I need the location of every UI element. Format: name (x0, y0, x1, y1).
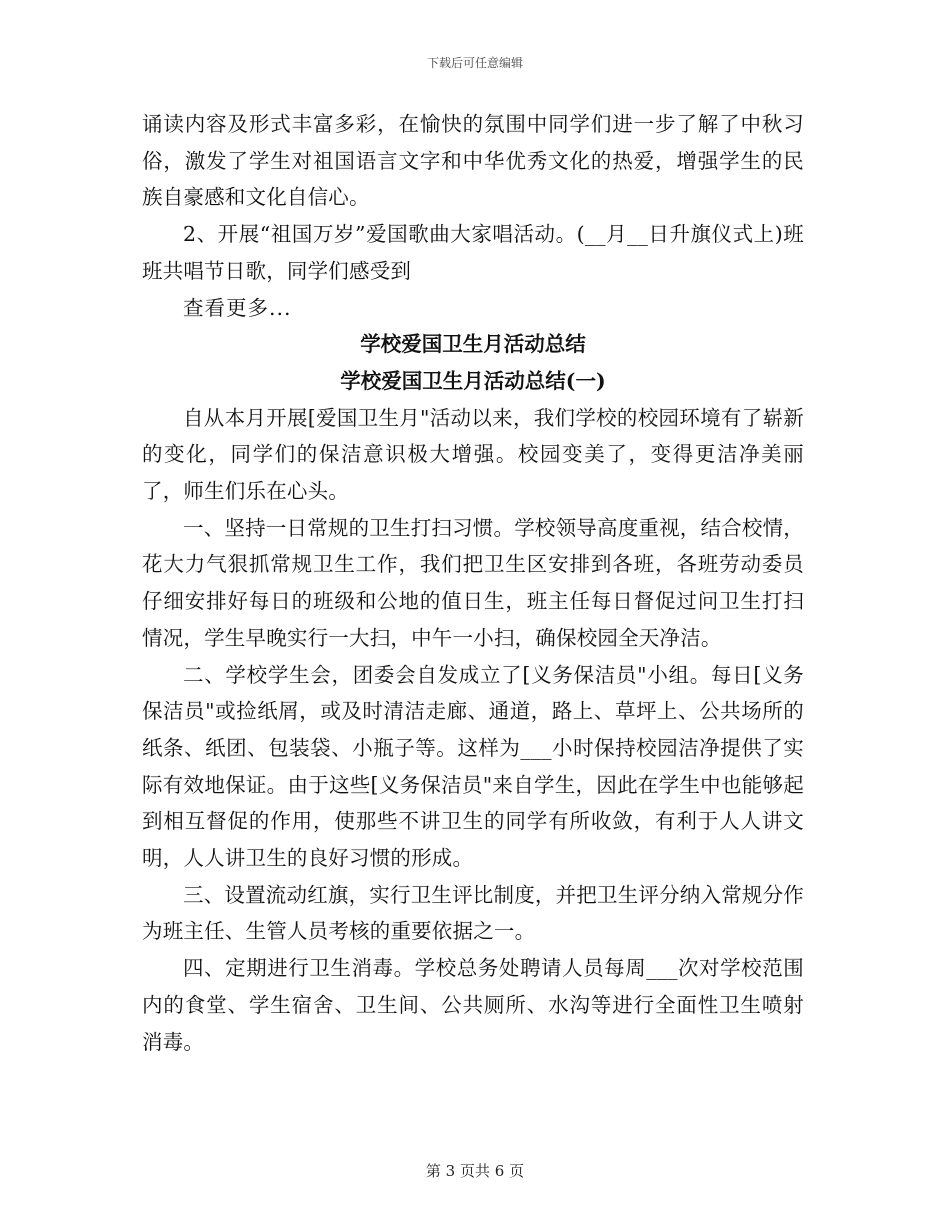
paragraph-song-activity: 2、开展“祖国万岁”爱国歌曲大家唱活动。(__月__日升旗仪式上)班班共唱节日歌，同学们感受到 (142, 222, 804, 283)
paragraph-section-1: 一、坚持一日常规的卫生打扫习惯。学校领导高度重视，结合校情，花大力气狠抓常规卫生工作，我们把卫生区安排到各班，各班劳动委员仔细安排好每日的班级和公地的值日生，班主任每日督促过问卫生打扫情况，学生早晚实行一大扫，中午一小扫，确保校园全天净洁。 (142, 515, 804, 650)
paragraph-intro: 自从本月开展[爱国卫生月"活动以来，我们学校的校园环境有了崭新的变化，同学们的保洁意识极大增强。校园变美了，变得更洁净美丽了，师生们乐在心头。 (142, 405, 804, 504)
paragraph-section-4: 四、定期进行卫生消毒。学校总务处聘请人员每周___次对学校范围内的食堂、学生宿舍、卫生间、公共厕所、水沟等进行全面性卫生喷射消毒。 (142, 956, 804, 1054)
paragraph-continued: 诵读内容及形式丰富多彩，在愉快的氛围中同学们进一步了解了中秋习俗，激发了学生对祖国语言文字和中华优秀文化的热爱，增强学生的民族自豪感和文化自信心。 (142, 112, 804, 210)
paragraph-section-2: 二、学校学生会，团委会自发成立了[义务保洁员"小组。每日[义务保洁员"或捡纸屑，或及时清洁走廊、通道，路上、草坪上、公共场所的纸条、纸团、包装袋、小瓶子等。这样为___小时保持校园洁净提供了实际有效地保证。由于这些[义务保洁员"来自学生，因此在学生中也能够起到相互督促的作用，使那些不讲卫生的同学有所收敛，有利于人人讲文明，人人讲卫生的良好习惯的形成。 (142, 662, 804, 871)
document-title: 学校爱国卫生月活动总结 (360, 332, 586, 357)
paragraph-section-3: 三、设置流动红旗，实行卫生评比制度，并把卫生评分纳入常规分作为班主任、生管人员考核的重要依据之一。 (142, 882, 804, 944)
page-header: 下载后可任意编辑 (426, 56, 523, 70)
document-body (142, 106, 804, 1060)
page-number: 第 3 页共 6 页 (425, 1162, 525, 1180)
document-subtitle: 学校爱国卫生月活动总结(一) (340, 368, 606, 393)
see-more-link[interactable]: 查看更多... (183, 295, 292, 320)
